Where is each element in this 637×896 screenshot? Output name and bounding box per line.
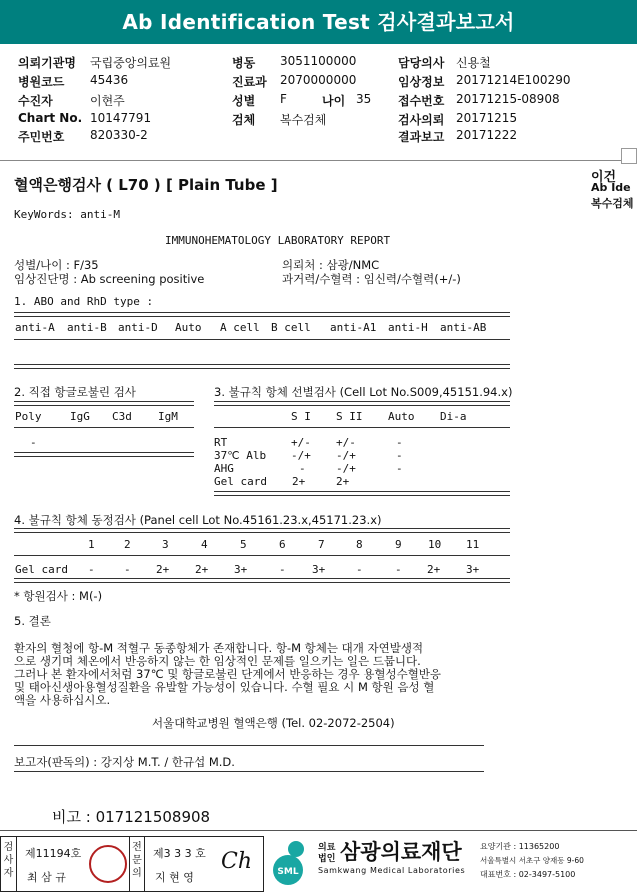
s4-col: 5 bbox=[240, 538, 247, 551]
s2-col: Poly bbox=[15, 410, 42, 423]
s3-cell: -/+ bbox=[336, 449, 356, 462]
s1-col: anti-AB bbox=[440, 321, 487, 334]
s3-row-label: Gel card bbox=[214, 475, 267, 488]
reporter-line: 보고자(판독의) : 강지상 M.T. / 한규섭 M.D. bbox=[14, 755, 235, 769]
org-name: 삼광의료재단 bbox=[340, 840, 462, 864]
s2-col: C3d bbox=[112, 410, 132, 423]
clipped-text: 이건 bbox=[591, 170, 617, 185]
s4-col: 7 bbox=[318, 538, 325, 551]
remark: 비고 : 017121508908 bbox=[52, 808, 211, 826]
s4-cell: 3+ bbox=[312, 563, 326, 576]
corner-box bbox=[621, 148, 637, 164]
s3-row-label: AHG bbox=[214, 462, 234, 475]
s3-cell: - bbox=[299, 462, 306, 475]
s4-cell: 2+ bbox=[156, 563, 170, 576]
hospital-line: 서울대학교병원 혈액은행 (Tel. 02-2072-2504) bbox=[152, 716, 395, 730]
rule bbox=[14, 339, 510, 340]
specialist-label: 전문의 bbox=[129, 837, 145, 891]
report-main-title: IMMUNOHEMATOLOGY LABORATORY REPORT bbox=[165, 234, 391, 247]
rule bbox=[14, 452, 194, 457]
s3-cell: +/- bbox=[336, 436, 356, 449]
s4-cell: - bbox=[356, 563, 363, 576]
org-info: 대표번호 : 02-3497-5100 bbox=[480, 870, 576, 879]
conclusion-line: 액을 사용하십시오. bbox=[14, 693, 111, 707]
rule bbox=[14, 364, 510, 369]
s2-value: - bbox=[30, 436, 37, 449]
org-prefix: 법인 bbox=[318, 854, 336, 864]
history: 과거력/수혈력 : 임신력/수혈력(+/-) bbox=[282, 272, 461, 286]
conclusion-line: 환자의 혈청에 항-M 적혈구 동종항체가 존재합니다. 항-M 항체는 대개 자연발생적 bbox=[14, 641, 424, 655]
s4-col: 6 bbox=[279, 538, 286, 551]
s3-cell: 2+ bbox=[292, 475, 306, 488]
s3-cell: 2+ bbox=[336, 475, 350, 488]
conclusion-line: 및 태아신생아용혈성질환을 유발할 가능성이 있습니다. 수혈 필요 시 M 항원 음성 혈 bbox=[14, 680, 435, 694]
s4-row-label: Gel card bbox=[15, 563, 68, 576]
s3-cell: -/+ bbox=[336, 462, 356, 475]
sml-logo-icon bbox=[268, 838, 314, 886]
rule bbox=[14, 401, 194, 406]
s4-cell: 3+ bbox=[466, 563, 480, 576]
rule bbox=[14, 312, 510, 317]
s4-col: 2 bbox=[124, 538, 131, 551]
logo-badge-text: SML bbox=[277, 867, 299, 877]
s3-cell: - bbox=[396, 436, 403, 449]
s4-cell: - bbox=[124, 563, 131, 576]
conclusion-line: 그러나 본 환자에서처럼 37℃ 및 항글로불린 단계에서 반응하는 경우 용혈성수혈반응 bbox=[14, 667, 442, 681]
s1-col: B cell bbox=[271, 321, 311, 334]
s4-col: 10 bbox=[428, 538, 442, 551]
s4-col: 3 bbox=[162, 538, 169, 551]
specialist-name: 지 현 영 bbox=[155, 871, 194, 884]
s4-cell: - bbox=[279, 563, 286, 576]
s1-title: 1. ABO and RhD type : bbox=[14, 295, 154, 308]
rule bbox=[14, 578, 510, 583]
s1-col: anti-D bbox=[118, 321, 158, 334]
sex-age: 성별/나이 : F/35 bbox=[14, 258, 99, 272]
s3-row-label: 37℃ Alb bbox=[214, 449, 267, 462]
s3-cell: +/- bbox=[291, 436, 311, 449]
conclusion-line: 으로 생기며 체온에서 반응하지 않는 한 임상적인 문제를 일으키는 일은 드뭅니다. bbox=[14, 654, 421, 668]
report-title: Ab Identification Test 검사결과보고서 bbox=[0, 0, 637, 44]
org-info: 요양기관 : 11365200 bbox=[480, 842, 560, 851]
rule bbox=[14, 427, 194, 428]
s4-col: 1 bbox=[88, 538, 95, 551]
rule bbox=[214, 427, 510, 428]
seal-stamp-icon bbox=[89, 845, 127, 883]
diagnosis: 임상진단명 : Ab screening positive bbox=[14, 272, 205, 286]
org-info: 서울특별시 서초구 양재동 9-60 bbox=[480, 856, 584, 865]
footer-divider bbox=[0, 830, 637, 831]
s1-col: anti-A bbox=[15, 321, 55, 334]
clipped-text: 복수검체 bbox=[591, 197, 634, 210]
s3-col: S II bbox=[336, 410, 363, 423]
s3-col: Auto bbox=[388, 410, 415, 423]
s4-col: 8 bbox=[356, 538, 363, 551]
s3-cell: -/+ bbox=[291, 449, 311, 462]
s1-col: anti-B bbox=[67, 321, 107, 334]
specialist-no: 제3 3 3 호 bbox=[153, 847, 206, 860]
s3-cell: - bbox=[396, 462, 403, 475]
inspector-label: 검사자 bbox=[1, 837, 17, 891]
s4-col: 4 bbox=[201, 538, 208, 551]
antigen-test: * 항원검사 : M(-) bbox=[14, 589, 103, 603]
clipped-text: Ab Ide bbox=[591, 181, 631, 194]
rule bbox=[14, 771, 484, 772]
s3-row-label: RT bbox=[214, 436, 228, 449]
s2-title: 2. 직접 항글로불린 검사 bbox=[14, 385, 136, 399]
rule bbox=[14, 745, 484, 746]
rule bbox=[14, 555, 510, 556]
org-english-name: Samkwang Medical Laboratories bbox=[318, 866, 466, 875]
s5-title: 5. 결론 bbox=[14, 614, 51, 628]
org-prefix: 의료 bbox=[318, 843, 336, 853]
s3-col: S I bbox=[291, 410, 311, 423]
s1-col: anti-A1 bbox=[330, 321, 377, 334]
s4-cell: - bbox=[395, 563, 402, 576]
inspector-no: 제11194호 bbox=[25, 847, 82, 860]
section-title: 혈액은행검사 ( L70 ) [ Plain Tube ] bbox=[14, 176, 278, 194]
s2-col: IgM bbox=[158, 410, 178, 423]
rule bbox=[14, 528, 510, 533]
s3-title: 3. 불규칙 항체 선별검사 (Cell Lot No.S009,45151.94.x) bbox=[214, 385, 513, 399]
s4-title: 4. 불규칙 항체 동정검사 (Panel cell Lot No.45161.23.x,45171.23.x) bbox=[14, 513, 382, 527]
s4-cell: 2+ bbox=[195, 563, 209, 576]
inspector-name: 최 삼 규 bbox=[27, 871, 66, 884]
s2-col: IgG bbox=[70, 410, 90, 423]
s3-cell: - bbox=[396, 449, 403, 462]
keywords: KeyWords: anti-M bbox=[14, 208, 120, 221]
s4-col: 11 bbox=[466, 538, 480, 551]
s4-cell: - bbox=[88, 563, 95, 576]
header-divider bbox=[0, 160, 637, 161]
s1-col: A cell bbox=[220, 321, 260, 334]
s4-cell: 2+ bbox=[427, 563, 441, 576]
s4-cell: 3+ bbox=[234, 563, 248, 576]
s4-col: 9 bbox=[395, 538, 402, 551]
rule bbox=[214, 401, 510, 406]
rule bbox=[214, 491, 510, 496]
requester: 의뢰처 : 삼광/NMC bbox=[282, 258, 380, 272]
s1-col: Auto bbox=[175, 321, 202, 334]
s3-col: Di-a bbox=[440, 410, 467, 423]
s1-col: anti-H bbox=[388, 321, 428, 334]
signature-icon: Ch bbox=[221, 849, 253, 874]
signature-box bbox=[0, 836, 264, 892]
